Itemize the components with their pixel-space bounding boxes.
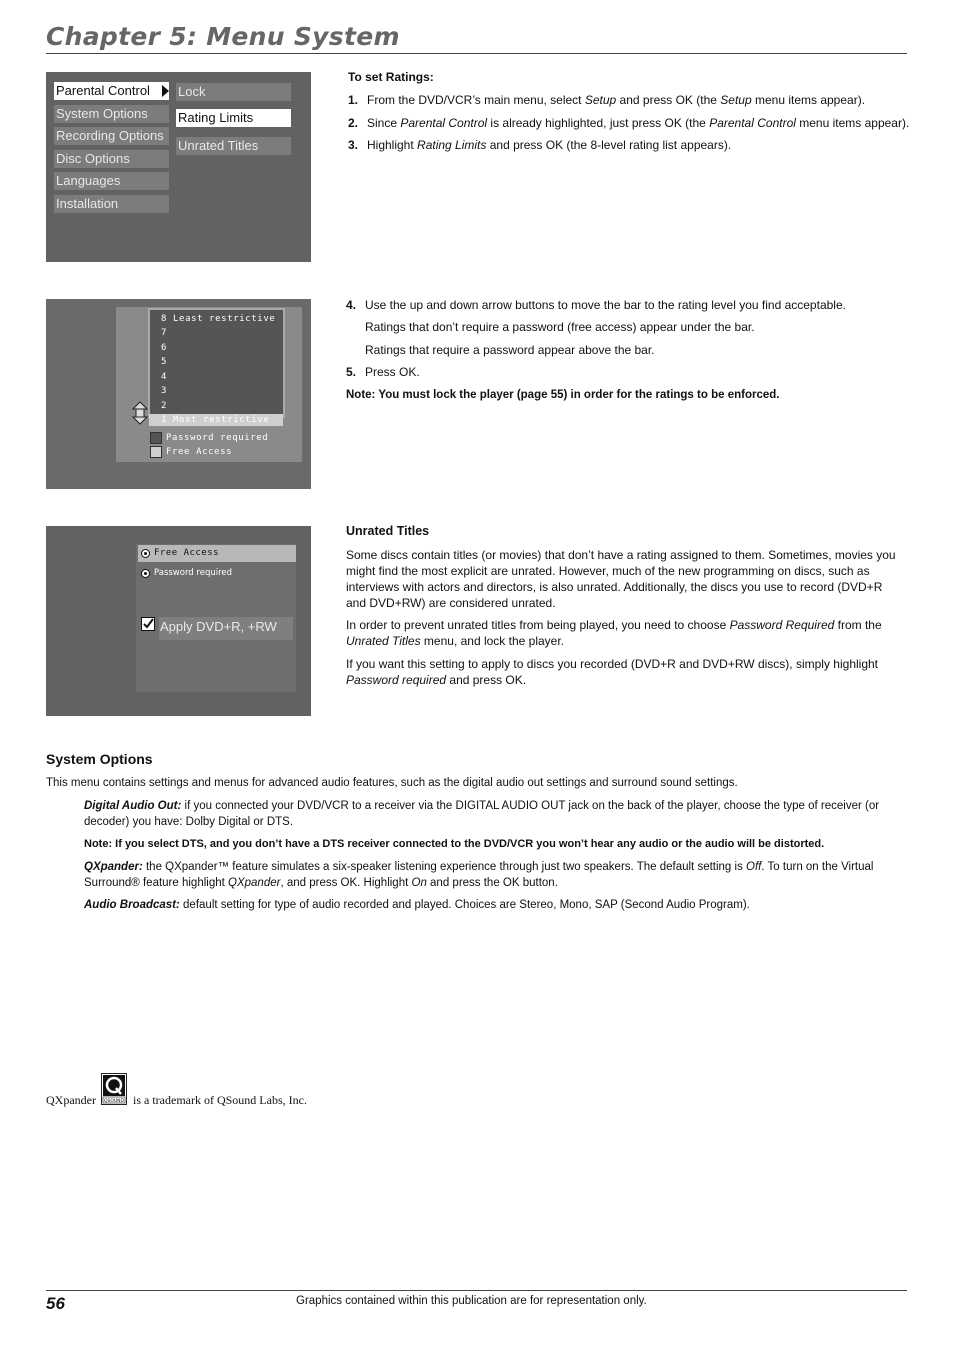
free-access-label: Free Access [154,548,220,558]
menu-item-installation[interactable]: Installation [54,195,169,213]
rating-level-1[interactable]: 1 Most restrictive [161,415,270,425]
dts-note: Note: If you select DTS, and you don’t have a DTS receiver connected to the DVD/VCR you won’t hear any audio or the audio will be distorted. [84,838,825,850]
password-required-label[interactable]: Password required [154,568,233,578]
radio-password-required-icon[interactable] [141,569,150,578]
ratings-heading: To set Ratings: [348,70,434,84]
rating-level-6[interactable]: 6 [161,343,168,353]
radio-free-access-icon [141,549,150,558]
ratings-note: Note: You must lock the player (page 55) in order for the ratings to be enforced. [346,389,780,401]
checkbox-checked-icon[interactable] [141,617,155,631]
arrow-right-icon [162,85,169,97]
audio-broadcast-paragraph: Audio Broadcast: default setting for type of audio recorded and played. Choices are Stereo, Mono, SAP (Second Audio Program). [84,899,750,911]
legend-free-access: Free Access [166,447,233,457]
menu-item-disc-options[interactable]: Disc Options [54,150,169,168]
step-4-password: Ratings that require a password appear above the bar. [365,343,655,357]
menu-item-system-options[interactable]: System Options [54,105,169,123]
unrated-titles-screen [46,526,311,716]
up-down-arrow-icon [132,401,148,425]
step-4-free-access: Ratings that don’t require a password (free access) appear under the bar. [365,320,755,334]
legend-password-required: Password required [166,433,269,443]
rating-level-8[interactable]: 8 Least restrictive [161,314,276,324]
rating-level-4[interactable]: 4 [161,372,168,382]
header-rule [46,53,907,54]
apply-dvd-r-option[interactable]: Apply DVD+R, +RW [159,617,293,640]
menu-item-recording-options[interactable]: Recording Options [54,127,169,145]
unrated-paragraph-2: In order to prevent unrated titles from being played, you need to choose Password Required from the Unrated Titles menu, and lock the player. [346,618,882,648]
unrated-heading: Unrated Titles [346,524,430,538]
rating-limits-screen [46,299,311,489]
trademark-prefix: QXpander [46,1093,96,1107]
password-required-swatch [150,432,162,444]
system-options-intro: This menu contains settings and menus for advanced audio features, such as the digital audio out settings and surround sound settings. [46,777,738,789]
menu-item-parental-control[interactable]: Parental Control [54,82,169,100]
chapter-title: Chapter 5: Menu System [46,22,400,51]
submenu-item-unrated-titles[interactable]: Unrated Titles [176,137,291,155]
digital-audio-out-paragraph: Digital Audio Out: if you connected your DVD/VCR to a receiver via the DIGITAL AUDIO OUT jack on the back of the player, choose the type of receiver (or decoder) you have: Dolby Digital or DTS. [84,800,880,828]
free-access-swatch [150,446,162,458]
footer-note: Graphics contained within this publication are for representation only. [296,1295,647,1307]
rating-level-2[interactable]: 2 [161,401,168,411]
submenu-item-lock[interactable]: Lock [176,83,291,101]
rating-level-7[interactable]: 7 [161,328,168,338]
system-options-heading: System Options [46,751,153,767]
rating-level-5[interactable]: 5 [161,357,168,367]
page-number: 56 [46,1294,65,1313]
qxpander-paragraph: QXpander: the QXpander™ feature simulates a six-speaker listening experience through just two speakers. The default setting is Off. To turn on the Virtual Surround® feature highlight QXpander, and press OK. Highlight On and press the OK button. [84,861,874,889]
unrated-paragraph-3: If you want this setting to apply to discs you recorded (DVD+R and DVD+RW discs), simply highlight Password required and press OK. [346,657,879,687]
setup-menu-screen [46,72,311,262]
menu-item-languages[interactable]: Languages [54,172,169,190]
trademark-text: is a trademark of QSound Labs, Inc. [133,1093,307,1107]
submenu-item-rating-limits[interactable]: Rating Limits [176,109,291,127]
rating-level-3[interactable]: 3 [161,386,168,396]
unrated-paragraph-1: Some discs contain titles (or movies) that don’t have a rating assigned to them. Sometimes, movies you might find the most explicit are unrated. However, much of the new programming on discs, such as interviews with actors and directors, is also unrated. Additionally, the discs you use to record (DVD+R and DVD+RW) are considered unrated. [346,548,896,610]
svg-text:QSOUND: QSOUND [103,1099,125,1104]
qsound-logo-icon [101,1073,127,1105]
footer-rule [46,1290,907,1291]
